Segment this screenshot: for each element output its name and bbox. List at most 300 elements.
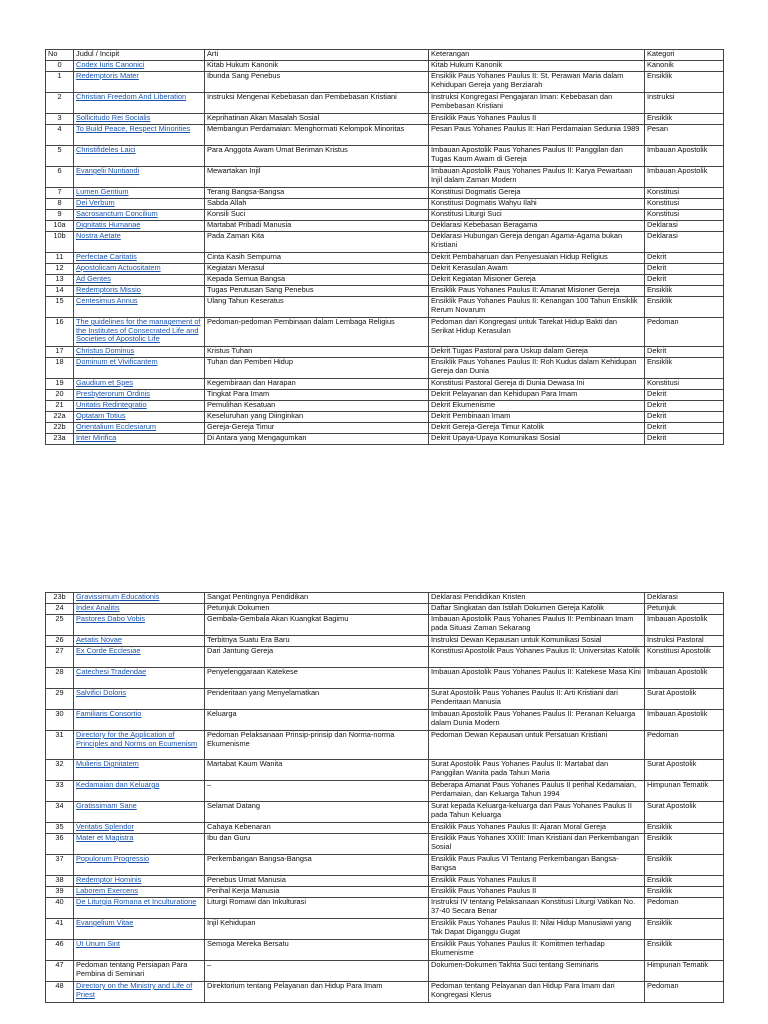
- table-row: [46, 961, 724, 982]
- row-meaning: Perihal Kerja Manusia: [205, 887, 429, 898]
- row-description: Dekrit Tugas Pastoral para Uskup dalam Gereja: [429, 347, 645, 358]
- row-number: 10a: [46, 221, 74, 232]
- row-description: Instruksi Kongregasi Pengajaran Iman: Kebebasan dan Pembebasan Kristiani: [429, 93, 645, 114]
- row-category: Dekrit: [645, 275, 724, 286]
- row-category: Konstitusi Apostolik: [645, 647, 724, 668]
- row-description: Surat Apostolik Paus Yohanes Paulus II: Martabat dan Panggilan Wanita pada Tahun Maria: [429, 760, 645, 781]
- row-number: 37: [46, 855, 74, 876]
- row-meaning: Tuhan dan Pemberi Hidup: [205, 358, 429, 379]
- document-title-link[interactable]: Redemptor Hominis: [76, 875, 142, 884]
- row-title-cell: [74, 593, 205, 604]
- document-title-link[interactable]: Presbyterorum Ordinis: [76, 389, 150, 398]
- row-number: 40: [46, 898, 74, 919]
- document-title-link[interactable]: Christus Dominus: [76, 346, 135, 355]
- row-description: Instruksi Dewan Kepausan untuk Komunikasi Sosial: [429, 636, 645, 647]
- document-title-link[interactable]: Ex Corde Ecclesiae: [76, 646, 141, 655]
- row-description: Ensiklik Paus Paulus VI Tentang Perkembangan Bangsa-Bangsa: [429, 855, 645, 876]
- row-meaning: Pedoman Pelaksanaan Prinsip-prinsip dan Norma-norma Ekumenisme: [205, 731, 429, 760]
- row-number: 36: [46, 834, 74, 855]
- row-number: 1: [46, 72, 74, 93]
- table-row: [46, 636, 724, 647]
- row-category: Himpunan Tematik: [645, 961, 724, 982]
- row-number: 12: [46, 264, 74, 275]
- row-meaning: Instruksi Mengenai Kebebasan dan Pembebasan Kristiani: [205, 93, 429, 114]
- row-number: 3: [46, 114, 74, 125]
- row-number: 26: [46, 636, 74, 647]
- row-meaning: Para Anggota Awam Umat Beriman Kristus: [205, 146, 429, 167]
- row-number: 6: [46, 167, 74, 188]
- row-title-cell: [74, 347, 205, 358]
- row-meaning: Kristus Tuhan: [205, 347, 429, 358]
- row-meaning: Keseluruhan yang Diinginkan: [205, 412, 429, 423]
- row-title-cell: [74, 210, 205, 221]
- row-description: Konstitusi Apostolik Paus Yohanes Paulus II: Universitas Katolik: [429, 647, 645, 668]
- document-title-link[interactable]: Evangelii Nuntiandi: [76, 166, 140, 175]
- table-row: [46, 919, 724, 940]
- table-row: [46, 834, 724, 855]
- document-title-link[interactable]: Perfectae Caritatis: [76, 252, 137, 261]
- table-row: [46, 297, 724, 318]
- row-description: Konstitusi Dogmatis Gereja: [429, 188, 645, 199]
- document-title-link[interactable]: Dominum et Vivificantem: [76, 357, 158, 366]
- row-category: Imbauan Apostolik: [645, 615, 724, 636]
- document-title-link[interactable]: Dei Verbum: [76, 198, 115, 207]
- row-description: Kitab Hukum Kanonik: [429, 61, 645, 72]
- row-title-cell: [74, 710, 205, 731]
- row-category: Dekrit: [645, 423, 724, 434]
- row-category: Imbauan Apostolik: [645, 167, 724, 188]
- row-title-cell: [74, 615, 205, 636]
- row-meaning: Ibunda Sang Penebus: [205, 72, 429, 93]
- document-title-link[interactable]: Aetatis Novae: [76, 635, 123, 644]
- row-meaning: Keluarga: [205, 710, 429, 731]
- row-title-cell: [74, 264, 205, 275]
- row-title-cell: [74, 781, 205, 802]
- document-title-link[interactable]: Unitatis Redintegratio: [76, 400, 147, 409]
- row-number: 28: [46, 668, 74, 689]
- table-row: [46, 668, 724, 689]
- row-description: Surat Apostolik Paus Yohanes Paulus II: Arti Kristiani dari Penderitaan Manusia: [429, 689, 645, 710]
- header-keterangan: Keterangan: [429, 50, 645, 61]
- table-row: [46, 982, 724, 1003]
- row-number: 4: [46, 125, 74, 146]
- row-title-cell: [74, 823, 205, 834]
- row-category: Imbauan Apostolik: [645, 710, 724, 731]
- row-description: Dekrit Pelayanan dan Kehidupan Para Imam: [429, 390, 645, 401]
- document-title-link[interactable]: Familiaris Consortio: [76, 709, 142, 718]
- row-category: Deklarasi: [645, 232, 724, 253]
- row-title-cell: [74, 379, 205, 390]
- row-meaning: Kegiatan Merasul: [205, 264, 429, 275]
- row-title-cell: [74, 940, 205, 961]
- row-number: 9: [46, 210, 74, 221]
- document-table-1: [45, 49, 724, 445]
- row-meaning: Terang Bangsa-Bangsa: [205, 188, 429, 199]
- row-description: Imbauan Apostolik Paus Yohanes Paulus II: Karya Pewartaan Injil dalam Zaman Modern: [429, 167, 645, 188]
- document-title-link[interactable]: To Build Peace, Respect Minorities: [76, 124, 191, 133]
- row-category: Dekrit: [645, 253, 724, 264]
- row-description: Ensiklik Paus Yohanes Paulus II: Amanat Misioner Gereja: [429, 286, 645, 297]
- row-description: Beberapa Amanat Paus Yohanes Paulus II perihal Kedamaian, Perdamaian, dan Keluarga Tahun 1994: [429, 781, 645, 802]
- table-row: [46, 358, 724, 379]
- row-number: 22a: [46, 412, 74, 423]
- row-title-cell: [74, 93, 205, 114]
- row-meaning: Di Antara yang Mengagumkan: [205, 434, 429, 445]
- document-title-link[interactable]: Sacrosanctum Concilium: [76, 209, 158, 218]
- row-number: 20: [46, 390, 74, 401]
- row-description: Dekrit Ekumenisme: [429, 401, 645, 412]
- row-description: Ensiklik Paus Yohanes Paulus II: Komitmen terhadap Ekumenisme: [429, 940, 645, 961]
- document-title-link[interactable]: De Liturgia Romana et Inculturatione: [76, 897, 197, 906]
- row-meaning: Semoga Mereka Bersatu: [205, 940, 429, 961]
- row-number: 46: [46, 940, 74, 961]
- document-title-link[interactable]: Directory for the Application of Principles and Norms on Ecumenism: [76, 730, 198, 748]
- row-title-cell: [74, 636, 205, 647]
- document-title-link[interactable]: Christian Freedom And Liberation: [76, 92, 187, 101]
- document-title-link[interactable]: Christifideles Laici: [76, 145, 136, 154]
- row-category: Ensiklik: [645, 834, 724, 855]
- document-title-link[interactable]: Redemptoris Mater: [76, 71, 139, 80]
- document-title-link[interactable]: Nostra Aetate: [76, 231, 121, 240]
- row-category: Instruksi Pastoral: [645, 636, 724, 647]
- row-title-cell: [74, 199, 205, 210]
- table-row: [46, 615, 724, 636]
- row-description: Deklarasi Hubungan Gereja dengan Agama-Agama bukan Kristiani: [429, 232, 645, 253]
- row-category: Deklarasi: [645, 221, 724, 232]
- row-category: Surat Apostolik: [645, 760, 724, 781]
- row-number: 27: [46, 647, 74, 668]
- row-description: Dekrit Pembinaan Imam: [429, 412, 645, 423]
- row-title-cell: [74, 668, 205, 689]
- row-meaning: Liturgi Romawi dan Inkulturasi: [205, 898, 429, 919]
- row-number: 33: [46, 781, 74, 802]
- table-row: [46, 647, 724, 668]
- row-title-cell: [74, 146, 205, 167]
- row-number: 24: [46, 604, 74, 615]
- row-number: 29: [46, 689, 74, 710]
- row-number: 11: [46, 253, 74, 264]
- row-meaning: Konsili Suci: [205, 210, 429, 221]
- row-number: 31: [46, 731, 74, 760]
- row-description: Dekrit Pembaharuan dan Penyesuaian Hidup Religius: [429, 253, 645, 264]
- document-title-link[interactable]: The guidelines for the management of the Institutes of Consecrated Life and Societies of Apostolic Life: [76, 317, 201, 344]
- table-row: [46, 264, 724, 275]
- row-description: Pesan Paus Yohanes Paulus II: Hari Perdamaian Sedunia 1989: [429, 125, 645, 146]
- row-title-cell: [74, 604, 205, 615]
- row-number: 25: [46, 615, 74, 636]
- row-meaning: Tingkat Para Imam: [205, 390, 429, 401]
- table-row: [46, 61, 724, 72]
- row-category: Ensiklik: [645, 823, 724, 834]
- row-category: Ensiklik: [645, 286, 724, 297]
- row-number: 18: [46, 358, 74, 379]
- document-title-link[interactable]: Centesimus Annus: [76, 296, 138, 305]
- document-title-link[interactable]: Populorum Progressio: [76, 854, 150, 863]
- row-category: Ensiklik: [645, 855, 724, 876]
- row-title-cell: [74, 401, 205, 412]
- row-title: Pedoman tentang Persiapan Para Pembina di Seminari: [74, 961, 205, 982]
- table-row: [46, 347, 724, 358]
- row-meaning: Cahaya Kebenaran: [205, 823, 429, 834]
- header-no: No: [46, 50, 74, 61]
- row-description: Imbauan Apostolik Paus Yohanes Paulus II: Panggilan dan Tugas Kaum Awam di Gereja: [429, 146, 645, 167]
- row-category: Ensiklik: [645, 887, 724, 898]
- row-description: Dekrit Gereja-Gereja Timur Katolik: [429, 423, 645, 434]
- row-category: Instruksi: [645, 93, 724, 114]
- row-description: Imbauan Apostolik Paus Yohanes Paulus II: Peranan Keluarga dalam Dunia Modern: [429, 710, 645, 731]
- row-title-cell: [74, 982, 205, 1003]
- row-description: Deklarasi Kebebasan Beragama: [429, 221, 645, 232]
- row-category: Dekrit: [645, 434, 724, 445]
- table-row: [46, 275, 724, 286]
- row-description: Konstitusi Dogmatis Wahyu Ilahi: [429, 199, 645, 210]
- row-number: 17: [46, 347, 74, 358]
- row-category: Konstitusi: [645, 210, 724, 221]
- document-title-link[interactable]: Codex Iuris Canonici: [76, 60, 145, 69]
- row-title-cell: [74, 390, 205, 401]
- row-description: Instruksi IV tentang Pelaksanaan Konstitusi Liturgi Vatikan No. 37-40 Secara Benar: [429, 898, 645, 919]
- row-title-cell: [74, 876, 205, 887]
- row-description: Dekrit Kerasulan Awam: [429, 264, 645, 275]
- row-title-cell: [74, 731, 205, 760]
- row-title-cell: [74, 898, 205, 919]
- row-category: Ensiklik: [645, 297, 724, 318]
- row-number: 5: [46, 146, 74, 167]
- row-number: 14: [46, 286, 74, 297]
- row-description: Dokumen-Dokumen Takhta Suci tentang Seminaris: [429, 961, 645, 982]
- table-row: [46, 604, 724, 615]
- table-row: [46, 93, 724, 114]
- document-title-link[interactable]: Ad Gentes: [76, 274, 111, 283]
- row-category: Ensiklik: [645, 876, 724, 887]
- row-category: Pedoman: [645, 982, 724, 1003]
- document-title-link[interactable]: Lumen Gentium: [76, 187, 129, 196]
- row-meaning: Kepada Semua Bangsa: [205, 275, 429, 286]
- row-category: Surat Apostolik: [645, 802, 724, 823]
- document-title-link[interactable]: Catechesi Tradendae: [76, 667, 147, 676]
- table-body: [46, 593, 724, 1003]
- row-title-cell: [74, 834, 205, 855]
- table-row: [46, 210, 724, 221]
- row-category: Petunjuk: [645, 604, 724, 615]
- row-title-cell: [74, 188, 205, 199]
- table-body: [46, 50, 724, 445]
- table-row: [46, 434, 724, 445]
- row-category: Pedoman: [645, 318, 724, 347]
- table-row: [46, 318, 724, 347]
- row-number: 35: [46, 823, 74, 834]
- document-title-link[interactable]: Pastores Dabo Vobis: [76, 614, 146, 623]
- table-row: [46, 887, 724, 898]
- row-description: Ensiklik Paus Yohanes XXIII: Iman Kristiani dan Perkembangan Sosial: [429, 834, 645, 855]
- row-meaning: Gereja-Gereja Timur: [205, 423, 429, 434]
- document-title-link[interactable]: Evangelium Vitae: [76, 918, 134, 927]
- row-description: Ensiklik Paus Yohanes Paulus II: [429, 887, 645, 898]
- row-title-cell: [74, 647, 205, 668]
- row-description: Dekrit Kegiatan Misioner Gereja: [429, 275, 645, 286]
- row-meaning: Selamat Datang: [205, 802, 429, 823]
- document-title-link[interactable]: Ut Unum Sint: [76, 939, 120, 948]
- row-category: Dekrit: [645, 264, 724, 275]
- document-title-link[interactable]: Inter Mirifica: [76, 433, 117, 442]
- row-title-cell: [74, 423, 205, 434]
- table-row: [46, 188, 724, 199]
- table-row: [46, 221, 724, 232]
- row-category: Ensiklik: [645, 919, 724, 940]
- row-description: Dekrit Upaya-Upaya Komunikasi Sosial: [429, 434, 645, 445]
- document-title-link[interactable]: Dignitatis Humanae: [76, 220, 141, 229]
- row-description: Pedoman Dewan Kepausan untuk Persatuan Kristiani: [429, 731, 645, 760]
- row-number: 22b: [46, 423, 74, 434]
- document-title-link[interactable]: Gaudium et Spes: [76, 378, 134, 387]
- row-category: Dekrit: [645, 347, 724, 358]
- row-title-cell: [74, 221, 205, 232]
- document-title-link[interactable]: Optatam Totius: [76, 411, 126, 420]
- table-row: [46, 855, 724, 876]
- row-description: Ensiklik Paus Yohanes Paulus II: Ajaran Moral Gereja: [429, 823, 645, 834]
- row-meaning: Membangun Perdamaian: Menghormati Kelompok Minoritas: [205, 125, 429, 146]
- row-meaning: Penderitaan yang Menyelamatkan: [205, 689, 429, 710]
- row-category: Pesan: [645, 125, 724, 146]
- row-title-cell: [74, 887, 205, 898]
- document-title-link[interactable]: Apostolicam Actuositatem: [76, 263, 161, 272]
- document-title-link[interactable]: Kedamaian dan Keluarga: [76, 780, 160, 789]
- row-category: Kanonik: [645, 61, 724, 72]
- row-title-cell: [74, 318, 205, 347]
- row-meaning: Sabda Allah: [205, 199, 429, 210]
- document-title-link[interactable]: Directory on the Ministry and Life of Priest: [76, 981, 193, 999]
- document-title-link[interactable]: Mater et Magistra: [76, 833, 134, 842]
- row-title-cell: [74, 286, 205, 297]
- table-row: [46, 114, 724, 125]
- row-description: Ensiklik Paus Yohanes Paulus II: [429, 876, 645, 887]
- table-row: [46, 898, 724, 919]
- row-meaning: Kitab Hukum Kanonik: [205, 61, 429, 72]
- row-description: Ensiklik Paus Yohanes Paulus II: Roh Kudus dalam Kehidupan Gereja dan Dunia: [429, 358, 645, 379]
- header-arti: Arti: [205, 50, 429, 61]
- document-title-link[interactable]: Veritatis Splendor: [76, 822, 134, 831]
- table-row: [46, 390, 724, 401]
- row-description: Surat kepada Keluarga-keluarga dari Paus Yohanes Paulus II pada Tahun Keluarga: [429, 802, 645, 823]
- row-number: 7: [46, 188, 74, 199]
- row-number: 13: [46, 275, 74, 286]
- row-category: Konstitusi: [645, 188, 724, 199]
- row-number: 0: [46, 61, 74, 72]
- document-title-link[interactable]: Laborem Exercens: [76, 886, 139, 895]
- row-meaning: Penyelenggaraan Katekese: [205, 668, 429, 689]
- table-row: [46, 253, 724, 264]
- row-meaning: Kegembiraan dan Harapan: [205, 379, 429, 390]
- table-row: [46, 593, 724, 604]
- row-description: Imbauan Apostolik Paus Yohanes Paulus II: Pembinaan Imam pada Situasi Zaman Sekarang: [429, 615, 645, 636]
- document-title-link[interactable]: Index Analitis: [76, 603, 120, 612]
- row-number: 34: [46, 802, 74, 823]
- row-number: 10b: [46, 232, 74, 253]
- document-title-link[interactable]: Gravissimum Educationis: [76, 592, 160, 601]
- document-title-link[interactable]: Redemptoris Missio: [76, 285, 141, 294]
- row-meaning: Cinta Kasih Sempurna: [205, 253, 429, 264]
- row-meaning: Terbitnya Suatu Era Baru: [205, 636, 429, 647]
- row-meaning: Sangat Pentingnya Pendidikan: [205, 593, 429, 604]
- table-row: [46, 232, 724, 253]
- row-meaning: –: [205, 781, 429, 802]
- row-title-cell: [74, 358, 205, 379]
- row-description: Konstitusi Liturgi Suci: [429, 210, 645, 221]
- row-meaning: Pada Zaman Kita: [205, 232, 429, 253]
- header-kategori: Kategori: [645, 50, 724, 61]
- document-title-link[interactable]: Gratissimam Sane: [76, 801, 137, 810]
- table-row: [46, 401, 724, 412]
- table-header-row: [46, 50, 724, 61]
- row-meaning: Keprihatinan Akan Masalah Sosial: [205, 114, 429, 125]
- row-category: Himpunan Tematik: [645, 781, 724, 802]
- row-meaning: Petunjuk Dokumen: [205, 604, 429, 615]
- row-number: 15: [46, 297, 74, 318]
- document-title-link[interactable]: Sollicitudo Rei Socialis: [76, 113, 151, 122]
- table-row: [46, 781, 724, 802]
- row-meaning: Ibu dan Guru: [205, 834, 429, 855]
- row-title-cell: [74, 125, 205, 146]
- row-category: Pedoman: [645, 898, 724, 919]
- row-description: Ensiklik Paus Yohanes Paulus II: [429, 114, 645, 125]
- row-number: 38: [46, 876, 74, 887]
- row-category: Ensiklik: [645, 940, 724, 961]
- table-row: [46, 689, 724, 710]
- table-row: [46, 146, 724, 167]
- table-row: [46, 940, 724, 961]
- table-row: [46, 72, 724, 93]
- row-meaning: Pedoman-pedoman Pembinaan dalam Lembaga Religius: [205, 318, 429, 347]
- table-row: [46, 412, 724, 423]
- row-meaning: Ulang Tahun Keseratus: [205, 297, 429, 318]
- row-number: 23b: [46, 593, 74, 604]
- table-row: [46, 731, 724, 760]
- row-meaning: Martabat Pribadi Manusia: [205, 221, 429, 232]
- row-meaning: Gembala-Gembala Akan Kuangkat Bagimu: [205, 615, 429, 636]
- document-title-link[interactable]: Mulieris Dignitatem: [76, 759, 139, 768]
- row-category: Dekrit: [645, 412, 724, 423]
- row-category: Dekrit: [645, 390, 724, 401]
- row-title-cell: [74, 802, 205, 823]
- row-title-cell: [74, 434, 205, 445]
- row-description: Imbauan Apostolik Paus Yohanes Paulus II: Katekese Masa Kini: [429, 668, 645, 689]
- table-row: [46, 286, 724, 297]
- table-row: [46, 802, 724, 823]
- row-meaning: Martabat Kaum Wanita: [205, 760, 429, 781]
- row-category: Surat Apostolik: [645, 689, 724, 710]
- document-title-link[interactable]: Salvifici Doloris: [76, 688, 127, 697]
- row-category: Ensiklik: [645, 114, 724, 125]
- row-meaning: Direktorium tentang Pelayanan dan Hidup Para Imam: [205, 982, 429, 1003]
- row-description: Ensiklik Paus Yohanes Paulus II: Kenangan 100 Tahun Ensiklik Rerum Novarum: [429, 297, 645, 318]
- row-number: 21: [46, 401, 74, 412]
- table-row: [46, 823, 724, 834]
- table-row: [46, 199, 724, 210]
- row-title-cell: [74, 689, 205, 710]
- row-meaning: Injil Kehidupan: [205, 919, 429, 940]
- row-category: Ensiklik: [645, 72, 724, 93]
- row-title-cell: [74, 297, 205, 318]
- row-meaning: Pemulihan Kesatuan: [205, 401, 429, 412]
- row-category: Konstitusi: [645, 199, 724, 210]
- row-meaning: Dari Jantung Gereja: [205, 647, 429, 668]
- table-row: [46, 876, 724, 887]
- document-table-2: [45, 592, 724, 1003]
- row-description: Pedoman tentang Pelayanan dan Hidup Para Imam dari Kongregasi Klerus: [429, 982, 645, 1003]
- row-description: Deklarasi Pendidikan Kristen: [429, 593, 645, 604]
- document-title-link[interactable]: Orientalium Ecclesiarum: [76, 422, 157, 431]
- row-category: Imbauan Apostolik: [645, 146, 724, 167]
